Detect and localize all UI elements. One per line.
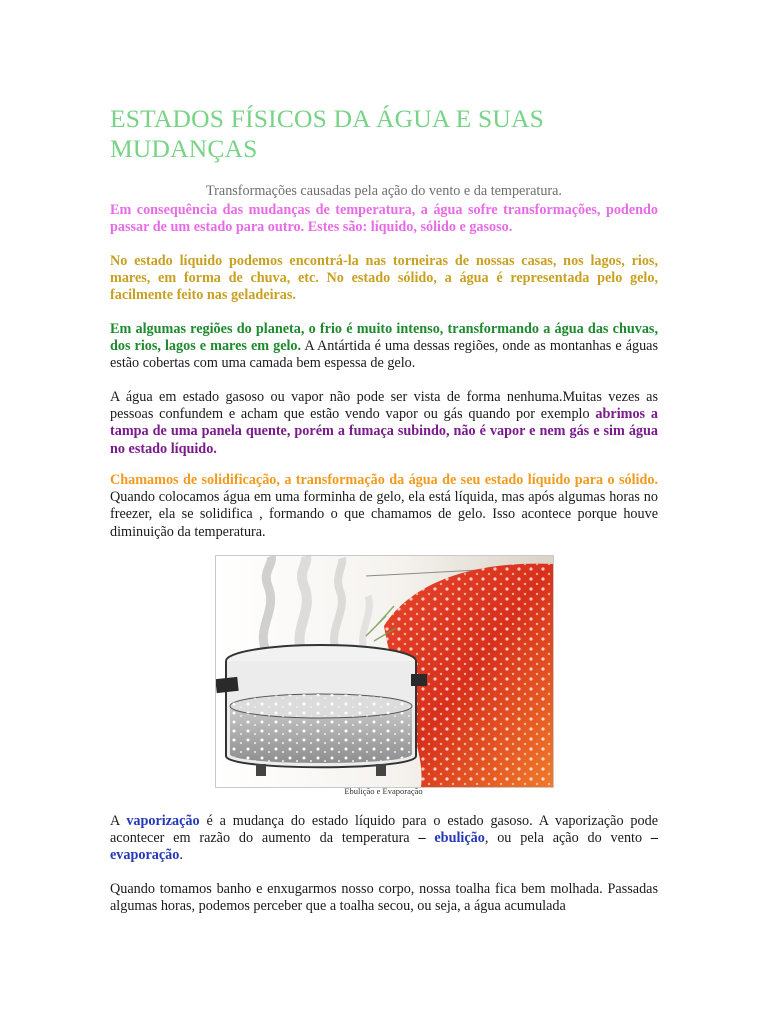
term-vaporizacao: vaporização [126,813,200,829]
image-caption: Ebulição e Evaporação [344,786,423,796]
solidification-highlight: Chamamos de solidificação, a transformação da água de seu estado líquido para o sólido. [110,472,658,488]
paragraph-cold-regions [110,321,658,373]
gas-highlight: abrimos a tampa de uma panela quente, porém a fumaça subindo, não é vapor e nem gás e sim água no estado líquido. [110,406,658,457]
term-ebulicao: ebulição [434,830,485,847]
vaporization-text-a: A [110,813,127,829]
paragraph-liquid-solid: No estado líquido podemos encontrá-la nas torneiras de nossas casas, nos lagos, rios, mares, em forma de chuva, etc. No estado sólido, a água é representada pelo gelo, facilmente feito nas geladeiras. [110,253,658,304]
boiling-evaporation-image [215,555,554,788]
cold-regions-highlight: Em algumas regiões do planeta, o frio é muito intenso, transformando a água das chuvas, dos rios, lagos e mares em gelo. [110,321,658,355]
cold-regions-text: A Antártida é uma dessas regiões, onde as montanhas e águas estão cobertas com uma camada bem espessa de gelo. [110,338,658,372]
paragraph-towel: Quando tomamos banho e enxugarmos nosso corpo, nossa toalha fica bem molhada. Passadas algumas horas, podemos perceber que a toalha secou, ou seja, a água acumulada [110,881,658,915]
dash-1: – [418,830,426,847]
vaporization-text-d: . [179,847,183,864]
paragraph-solidification [110,472,658,541]
solidification-text: Quando colocamos água em uma forminha de gelo, ela está líquida, mas após algumas horas no freezer, ela se solidifica , formando o que chamamos de gelo. Isso acontece porque houve diminuição da temperatura. [110,489,658,540]
paragraph-gas [110,389,658,458]
paragraph-vaporization [110,813,658,865]
pot-and-towel-illustration [216,556,553,787]
term-evaporacao: evaporação [110,847,180,864]
paragraph-states: Em consequência das mudanças de temperatura, a água sofre transformações, podendo passar de um estado para outro. Estes são: líquido, sólido e gasoso. [110,202,658,236]
gas-text: A água em estado gasoso ou vapor não pode ser vista de forma nenhuma.Muitas vezes as pessoas confundem e acham que estão vendo vapor ou gás quando por exemplo [110,389,658,423]
vaporization-text-b: é a mudança do estado líquido para o estado gasoso. A vaporização pode acontecer em razão do aumento da temperatura [110,813,658,847]
subtitle: Transformações causadas pela ação do vento e da temperatura. [206,183,562,199]
dash-2: – [650,830,659,847]
page-title: ESTADOS FÍSICOS DA ÁGUA E SUAS MUDANÇAS [110,104,544,163]
vaporization-text-c: , ou pela ação do vento [484,830,651,847]
